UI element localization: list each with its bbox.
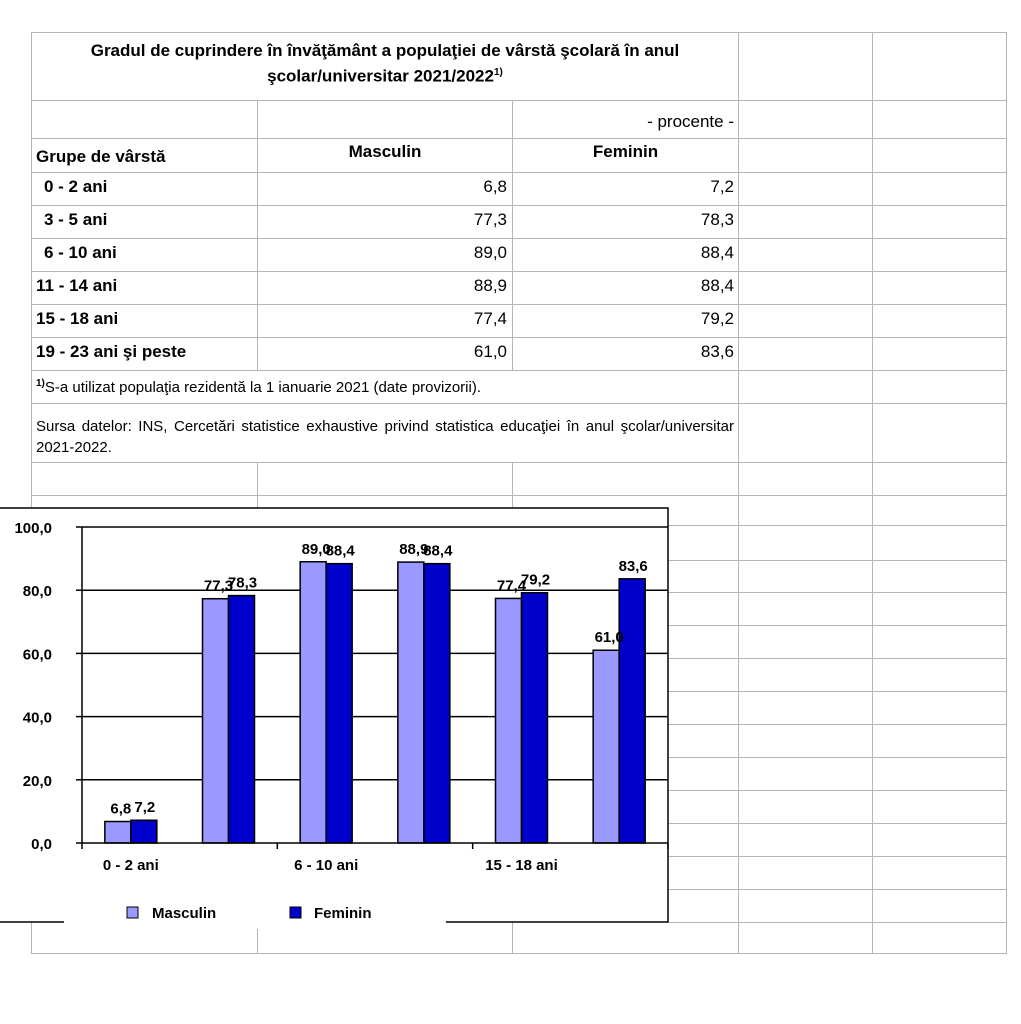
data-label: 78,3 <box>227 574 258 592</box>
row-group: 3 - 5 ani <box>44 210 108 229</box>
bar <box>300 562 326 843</box>
x-tick-label: 6 - 10 ani <box>294 857 359 874</box>
legend-background <box>64 915 446 929</box>
footnote-text: S-a utilizat populaţia rezidentă la 1 ianuarie 2021 (date provizorii). <box>44 379 481 396</box>
row-group: 11 - 14 ani <box>36 276 118 295</box>
y-tick-label: 40,0 <box>22 709 52 727</box>
footnote-mark: 1) <box>36 378 45 389</box>
data-label: 88,9 <box>399 541 429 559</box>
y-tick-label: 100,0 <box>14 520 52 537</box>
header-female: Feminin <box>592 142 659 161</box>
legend-swatch <box>127 907 138 918</box>
y-tick-label: 60,0 <box>22 646 52 664</box>
row-male: 88,9 <box>473 276 507 295</box>
bar <box>424 564 450 843</box>
row-group: 6 - 10 ani <box>44 243 117 262</box>
row-female: 83,6 <box>700 342 734 361</box>
row-male: 6,8 <box>483 177 507 196</box>
y-tick-label: 20,0 <box>22 772 52 790</box>
header-male: Masculin <box>348 142 422 161</box>
row-male: 77,3 <box>473 210 507 229</box>
bar <box>619 579 645 843</box>
bar <box>203 599 229 843</box>
bar <box>522 593 548 843</box>
legend-label: Masculin <box>152 905 217 922</box>
legend-swatch <box>290 907 301 918</box>
data-label: 79,2 <box>520 571 551 589</box>
legend-label: Feminin <box>314 905 372 922</box>
unit-label: - procente - <box>647 112 734 131</box>
data-label: 6,8 <box>110 800 132 818</box>
data-label: 77,3 <box>203 577 234 595</box>
row-female: 88,4 <box>700 243 734 262</box>
bar <box>229 596 255 843</box>
source-note: Sursa datelor: INS, Cercetări statistice exhaustive privind statistica educaţiei în anul şcolar/universitar 2021-2022. <box>36 418 734 456</box>
table-title-line1: Gradul de cuprindere în învăţământ a populaţiei de vârstă şcolară în anul <box>90 41 680 60</box>
bar <box>398 562 424 843</box>
data-label: 83,6 <box>618 557 648 575</box>
row-male: 77,4 <box>473 309 507 328</box>
y-tick-label: 0,0 <box>31 836 52 853</box>
x-tick-label: 15 - 18 ani <box>485 857 558 874</box>
bar <box>105 822 131 843</box>
bar <box>131 820 157 843</box>
bar <box>496 598 522 843</box>
row-female: 7,2 <box>710 177 734 196</box>
bar <box>326 564 352 843</box>
row-group: 19 - 23 ani şi peste <box>36 342 187 361</box>
data-label: 89,0 <box>301 540 331 558</box>
data-label: 88,4 <box>423 542 453 560</box>
x-tick-label: 0 - 2 ani <box>102 857 159 874</box>
row-male: 89,0 <box>473 243 507 262</box>
data-label: 88,4 <box>325 542 355 560</box>
table-title-line2: şcolar/universitar 2021/2022 <box>267 66 494 86</box>
row-female: 79,2 <box>700 309 734 328</box>
row-male: 61,0 <box>473 342 507 361</box>
row-female: 78,3 <box>700 210 734 229</box>
data-label: 7,2 <box>134 799 156 817</box>
row-group: 15 - 18 ani <box>36 309 119 328</box>
row-female: 88,4 <box>700 276 734 295</box>
bar <box>593 650 619 843</box>
header-age-group: Grupe de vârstă <box>36 147 166 166</box>
y-tick-label: 80,0 <box>22 583 52 601</box>
data-label: 77,4 <box>496 577 527 595</box>
title-footnote-mark: 1) <box>493 67 503 78</box>
row-group: 0 - 2 ani <box>44 177 108 196</box>
data-label: 61,0 <box>594 629 624 647</box>
